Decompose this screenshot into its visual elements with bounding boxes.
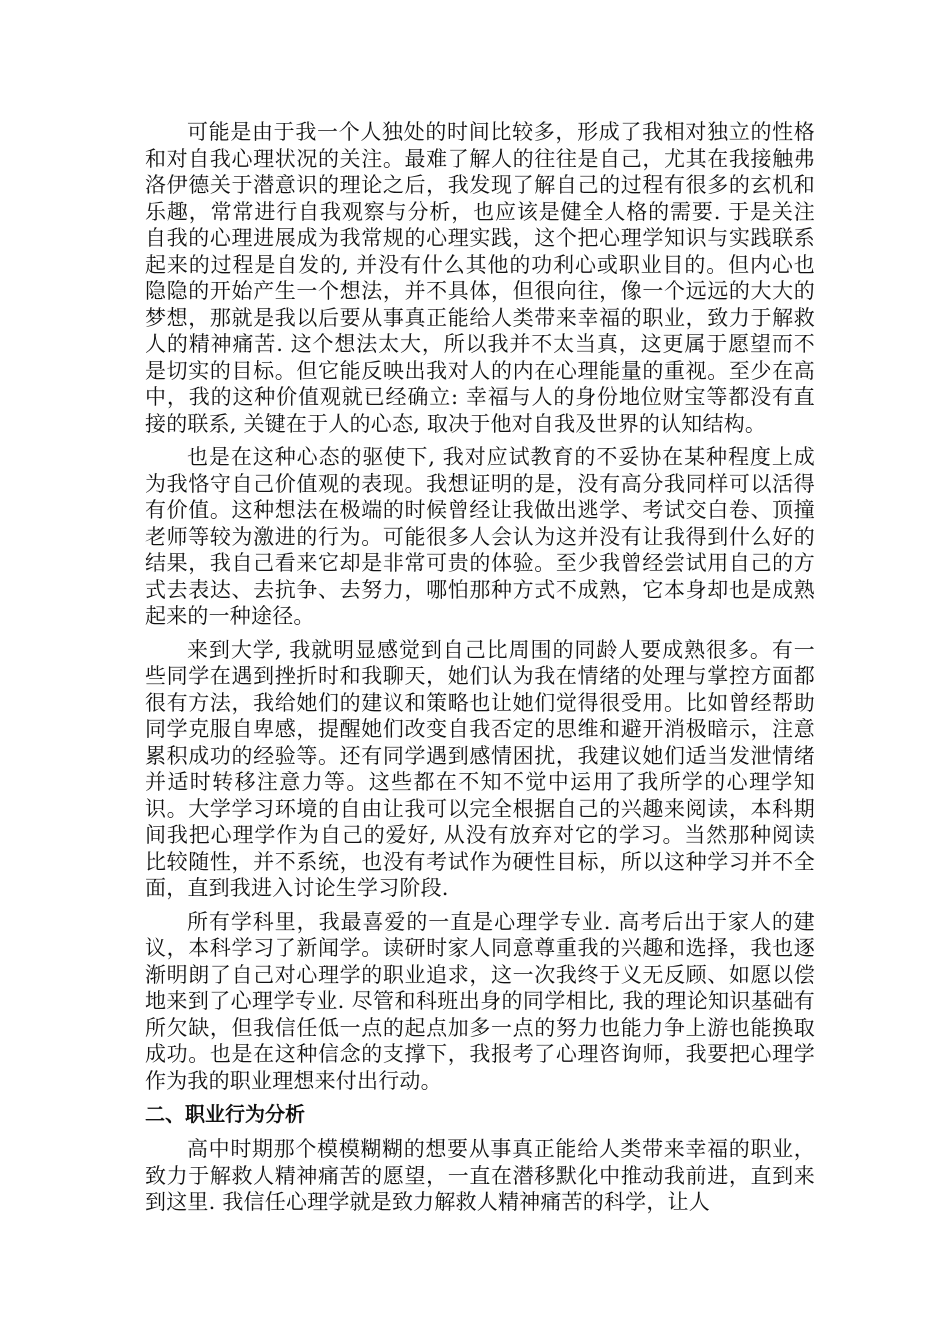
body-paragraph: 所有学科里，我最喜爱的一直是心理学专业. 高考后出于家人的建议，本科学习了新闻学。读研时家人同意尊重我的兴趣和选择，我也逐渐明朗了自己对心理学的职业追求，这一次我终于义无反顾、如愿以偿地来到了心理学专业. 尽管和科班出身的同学相比, 我的理论知识基础有所欠缺，但我信任低一点的起点加多一点的努力也能力争上游也能换取成功。也是在这种信念的支撑下，我报考了心理咨询师，我要把心理学作为我的职业理想来付出行动。: [145, 909, 815, 1093]
body-paragraph: 高中时期那个模模糊糊的想要从事真正能给人类带来幸福的职业，致力于解救人精神痛苦的愿望，一直在潜移默化中推动我前进，直到来到这里. 我信任心理学就是致力解救人精神痛苦的科学，让人: [145, 1137, 815, 1214]
document-page: [145, 119, 815, 1223]
body-paragraph: 来到大学, 我就明显感觉到自己比周围的同龄人要成熟很多。有一些同学在遇到挫折时和我聊天，她们认为我在情绪的处理与掌控方面都很有方法，我给她们的建议和策略也让她们觉得很受用。比如曾经帮助同学克服自卑感，提醒她们改变自我否定的思维和避开消极暗示，注意累积成功的经验等。还有同学遇到感情困扰，我建议她们适当发泄情绪并适时转移注意力等。这些都在不知不觉中运用了我所学的心理学知识。大学学习环境的自由让我可以完全根据自己的兴趣来阅读，本科期间我把心理学作为自己的爱好, 从没有放弃对它的学习。当然那种阅读比较随性，并不系统，也没有考试作为硬性目标，所以这种学习并不全面，直到我进入讨论生学习阶段.: [145, 637, 815, 900]
body-paragraph: 可能是由于我一个人独处的时间比较多，形成了我相对独立的性格和对自我心理状况的关注。最难了解人的往往是自己，尤其在我接触弗洛伊德关于潜意识的理论之后，我发现了解自己的过程有很多的玄机和乐趣，常常进行自我观察与分析，也应该是健全人格的需要. 于是关注自我的心理进展成为我常规的心理实践，这个把心理学知识与实践联系起来的过程是自发的, 并没有什么其他的功利心或职业目的。但内心也隐隐的开始产生一个想法，并不具体，但很向往，像一个远远的大大的梦想，那就是我以后要从事真正能给人类带来幸福的职业，致力于解救人的精神痛苦. 这个想法太大，所以我并不太当真，这更属于愿望而不是切实的目标。但它能反映出我对人的内在心理能量的重视。至少在高中，我的这种价值观就已经确立: 幸福与人的身份地位财宝等都没有直接的联系, 关键在于人的心态, 取决于他对自我及世界的认知结构。: [145, 120, 815, 436]
body-paragraph: 也是在这种心态的驱使下, 我对应试教育的不妥协在某种程度上成为我恪守自己价值观的表现。我想证明的是，没有高分我同样可以活得有价值。这种想法在极端的时候曾经让我做出逃学、考试交白卷、顶撞老师等较为激进的行为。可能很多人会认为这并没有让我得到什么好的结果，我自己看来它却是非常可贵的体验。至少我曾经尝试用自己的方式去表达、去抗争、去努力，哪怕那种方式不成熟，它本身却也是成熟起来的一种途径。: [145, 445, 815, 628]
section-heading: 二、职业行为分析: [145, 1102, 305, 1126]
